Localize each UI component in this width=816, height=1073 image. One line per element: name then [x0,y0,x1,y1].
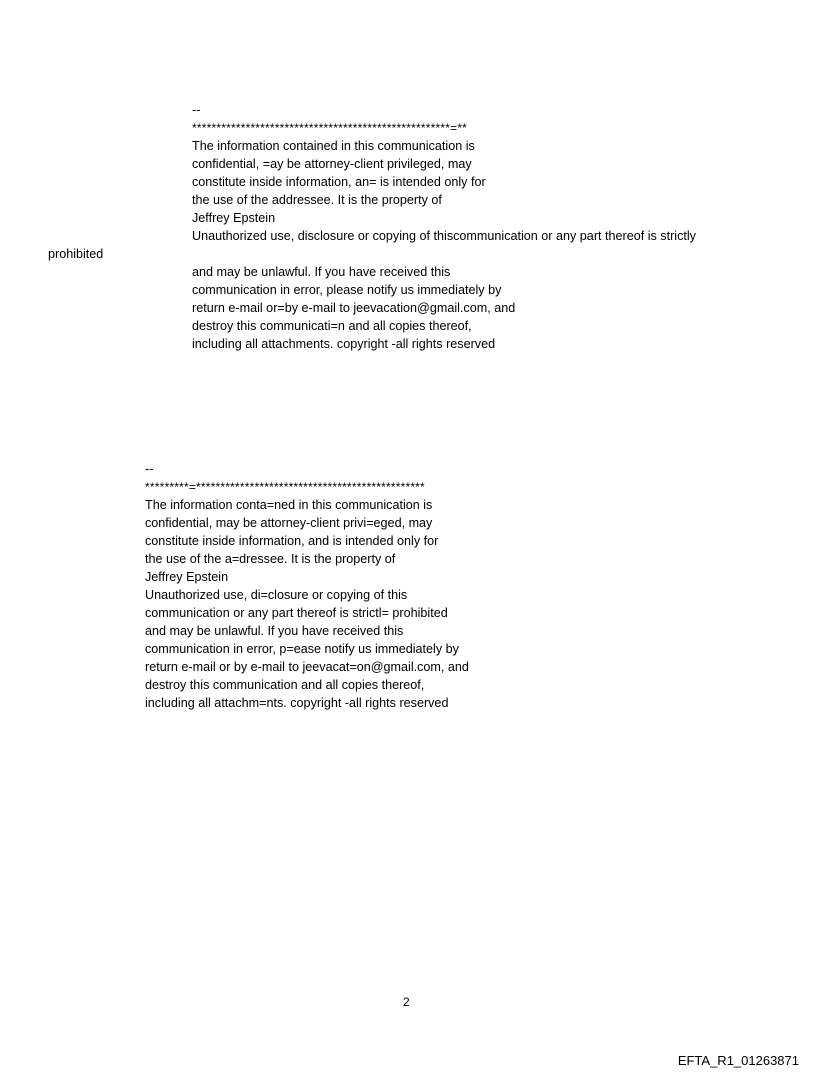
disclaimer-line-spacer [192,245,696,263]
disclaimer-line: including all attachments. copyright -all rights reserved [192,337,496,351]
document-id: EFTA_R1_01263871 [677,1053,799,1068]
confidentiality-disclaimer-2 [145,460,469,712]
disclaimer-line: and may be unlawful. If you have received this [192,265,451,279]
disclaimer-line: Jeffrey Epstein [192,211,276,225]
separator-dashes: -- [192,103,201,117]
disclaimer-line: the use of the a=dressee. It is the property of [145,552,396,566]
disclaimer-line: constitute inside information, an= is intended only for [192,175,486,189]
disclaimer-line: destroy this communication and all copies thereof, [145,678,425,692]
disclaimer-line: including all attachm=nts. copyright -all rights reserved [145,696,449,710]
disclaimer-line: the use of the addressee. It is the property of [192,193,442,207]
disclaimer-line: return e-mail or=by e-mail to jeevacation@gmail.com, and [192,301,516,315]
disclaimer-line: The information conta=ned in this communication is [145,498,433,512]
overflow-word: prohibited [48,247,104,261]
disclaimer-line: return e-mail or by e-mail to jeevacat=on@gmail.com, and [145,660,469,674]
disclaimer-line: The information contained in this communication is [192,139,475,153]
disclaimer-line: Jeffrey Epstein [145,570,229,584]
disclaimer-line: Unauthorized use, disclosure or copying of thiscommunication or any part thereof is strictly [192,229,696,243]
disclaimer-line: communication or any part thereof is strictl= prohibited [145,606,448,620]
disclaimer-line: constitute inside information, and is intended only for [145,534,439,548]
disclaimer-line: communication in error, please notify us immediately by [192,283,502,297]
separator-dashes: -- [145,462,154,476]
disclaimer-line: and may be unlawful. If you have received this [145,624,404,638]
page-number: 2 [403,995,410,1009]
separator-stars: *****************************************************=** [192,121,468,135]
confidentiality-disclaimer-1 [192,101,696,353]
disclaimer-line: Unauthorized use, di=closure or copying of this [145,588,408,602]
disclaimer-line: confidential, may be attorney-client privi=eged, may [145,516,433,530]
disclaimer-line: communication in error, p=ease notify us immediately by [145,642,459,656]
disclaimer-line: confidential, =ay be attorney-client privileged, may [192,157,472,171]
disclaimer-line: destroy this communicati=n and all copies thereof, [192,319,472,333]
separator-stars: *********=*********************************************** [145,480,425,494]
